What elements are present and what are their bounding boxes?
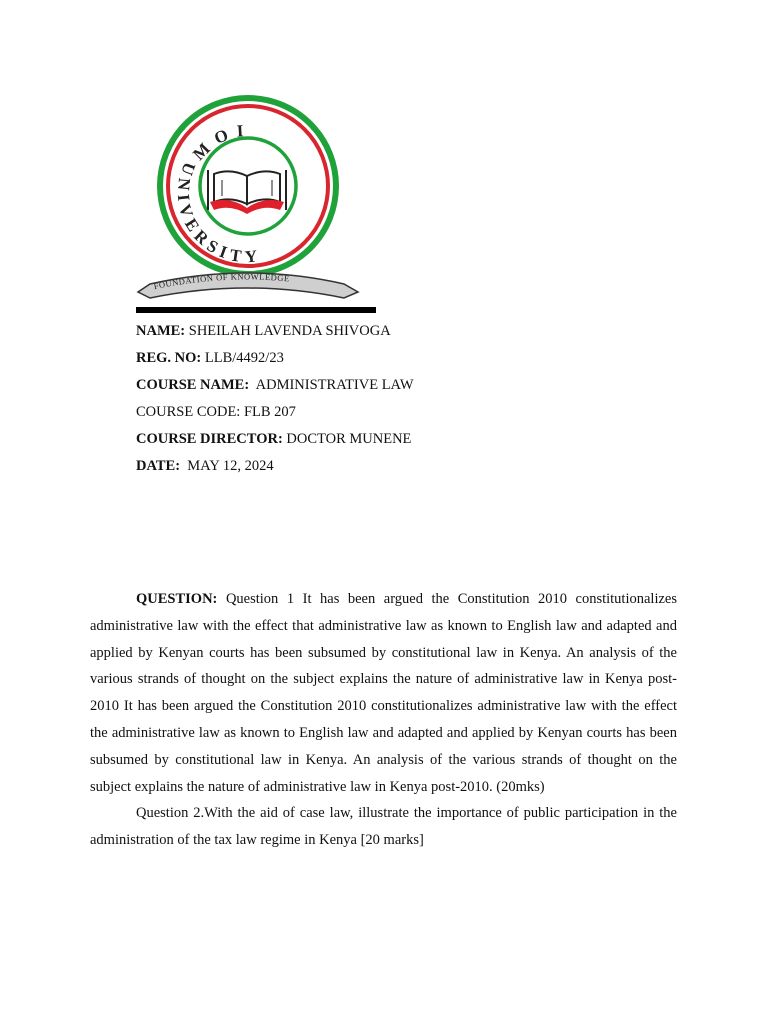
question-section [90,586,677,854]
university-seal-icon [130,92,365,307]
date-row [136,453,414,480]
header-divider [136,307,376,313]
course-name-label: COURSE NAME: [136,377,250,393]
course-code-value: FLB 207 [243,404,296,420]
question-2-text: Question 2.With the aid of case law, illustrate the importance of public participation in the administration of the tax law regime in Kenya [20 marks] [90,805,677,849]
reg-label: REG. NO: [136,350,202,366]
name-value: SHEILAH LAVENDA SHIVOGA [188,323,391,339]
course-code-label: COURSE CODE: [136,404,241,420]
director-row [136,426,414,453]
director-label: COURSE DIRECTOR: [136,431,283,447]
motto-banner [138,271,358,298]
moi-university-logo [130,92,365,307]
question-1-text: Question 1 It has been argued the Constitution 2010 constitutionalizes administrative law with the effect that administrative law as known to English law and adapted and applied by Kenyan courts has been subsumed by constitutional law in Kenya. An analysis of the various strands of thought on the subject explains the nature of administrative law in Kenya post-2010 It has been argued the Constitution 2010 constitutionalizes administrative law with the effect the administrative law as known to English law and adapted and applied by Kenyan courts has been subsumed by constitutional law in Kenya. An analysis of the various strands of thought on the subject explains the nature of administrative law in Kenya post-2010. (20mks) [90,591,677,795]
course-name-row [136,372,414,399]
question-label: QUESTION: [136,591,218,607]
name-label: NAME: [136,323,186,339]
question-1-paragraph [90,586,677,800]
director-value: DOCTOR MUNENE [286,431,412,447]
reg-row [136,345,414,372]
student-details [136,318,414,480]
reg-value: LLB/4492/23 [204,350,284,366]
book-icon [208,170,286,214]
name-row [136,318,414,345]
date-label: DATE: [136,458,181,474]
svg-text:FOUNDATION OF KNOWLEDGE: FOUNDATION OF KNOWLEDGE [152,271,291,292]
svg-text:UNIVERSITY: UNIVERSITY [173,159,264,267]
date-value: MAY 12, 2024 [187,458,274,474]
course-name-value: ADMINISTRATIVE LAW [255,377,414,393]
question-2-paragraph [90,800,677,854]
svg-text:MOI: MOI [189,120,253,164]
course-code-row [136,399,414,426]
